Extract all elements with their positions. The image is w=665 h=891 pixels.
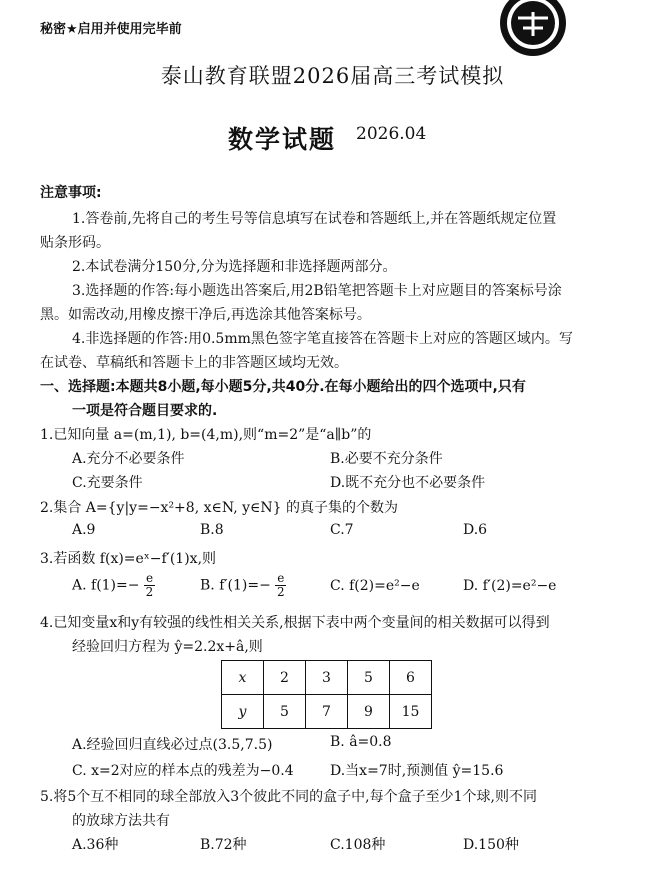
emblem-logo xyxy=(498,0,568,58)
table-cell: 15 xyxy=(390,695,432,729)
q5-option-c: C.108种 xyxy=(330,837,386,853)
q3-option-a-fraction xyxy=(144,572,155,599)
note-1-cont: 贴条形码。 xyxy=(40,235,110,251)
note-4: 4.非选择题的作答:用0.5mm黑色签字笔直接答在答题卡上对应的答题区域内。写 xyxy=(72,331,573,347)
notes-heading: 注意事项: xyxy=(40,185,102,201)
table-cell: 3 xyxy=(306,661,348,695)
q2-option-d: D.6 xyxy=(463,522,488,538)
question-4-stem-cont: 经验回归方程为 ŷ=2.2x+â,则 xyxy=(72,639,263,655)
q1-option-c: C.充要条件 xyxy=(72,475,143,491)
exam-title: 泰山教育联盟2026届高三考试模拟 xyxy=(160,64,505,88)
q1-option-b: B.必要不充分条件 xyxy=(330,451,443,467)
section-heading: 一、选择题:本题共8小题,每小题5分,共40分.在每小题给出的四个选项中,只有 xyxy=(40,379,526,395)
q2-option-a: A.9 xyxy=(72,522,96,538)
question-5-stem-cont: 的放球方法共有 xyxy=(72,813,170,829)
question-2-stem: 2.集合 A={y|y=−x²+8, x∈N, y∈N} 的真子集的个数为 xyxy=(40,500,398,516)
q3-option-b-text: B. f′(1)=− xyxy=(200,577,271,594)
q3-option-b xyxy=(200,572,286,599)
section-heading-cont: 一项是符合题目要求的. xyxy=(72,403,218,419)
exam-date: 2026.04 xyxy=(356,124,427,144)
question-5-stem: 5.将5个互不相同的球全部放入3个彼此不同的盒子中,每个盒子至少1个球,则不同 xyxy=(40,789,537,805)
note-3-cont: 黑。如需改动,用橡皮擦干净后,再选涂其他答案标号。 xyxy=(40,307,371,323)
q4-option-c: C. x=2对应的样本点的残差为−0.4 xyxy=(72,763,294,779)
q4-option-b: B. â=0.8 xyxy=(330,734,392,750)
table-cell: 9 xyxy=(348,695,390,729)
question-1-stem: 1.已知向量 a=(m,1), b=(4,m),则“m=2”是“a∥b”的 xyxy=(40,427,372,443)
q2-option-c: C.7 xyxy=(330,522,354,538)
q5-option-b: B.72种 xyxy=(200,837,247,853)
q3-option-d: D. f′(2)=e²−e xyxy=(463,578,557,594)
fraction-denominator: 2 xyxy=(277,585,285,599)
note-3: 3.选择题的作答:每小题选出答案后,用2B铅笔把答题卡上对应题目的答案标号涂 xyxy=(72,283,562,299)
note-1: 1.答卷前,先将自己的考生号等信息填写在试卷和答题纸上,并在答题纸规定位置 xyxy=(72,211,557,227)
confidential-label: 秘密★启用并使用完毕前 xyxy=(40,22,182,37)
q5-option-d: D.150种 xyxy=(463,837,519,853)
note-2: 2.本试卷满分150分,分为选择题和非选择题两部分。 xyxy=(72,259,397,275)
table-cell: 7 xyxy=(306,695,348,729)
table-cell: 5 xyxy=(348,661,390,695)
q1-option-d: D.既不充分也不必要条件 xyxy=(330,475,486,491)
question-3-stem: 3.若函数 f(x)=eˣ−f′(1)x,则 xyxy=(40,551,217,567)
subject-title: 数学试题 xyxy=(228,125,337,154)
table-cell: x xyxy=(222,661,264,695)
table-cell: 6 xyxy=(390,661,432,695)
table-cell: 5 xyxy=(264,695,306,729)
note-4-cont: 在试卷、草稿纸和答题卡上的非答题区域均无效。 xyxy=(40,355,348,371)
q2-option-b: B.8 xyxy=(200,522,224,538)
table-cell: y xyxy=(222,695,264,729)
data-table xyxy=(221,660,432,729)
fraction-numerator: e xyxy=(277,571,285,585)
q5-option-a: A.36种 xyxy=(72,837,119,853)
q4-option-a: A.经验回归直线必过点(3.5,7.5) xyxy=(72,737,273,753)
table-cell: 2 xyxy=(264,661,306,695)
q3-option-a-text: A. f(1)=− xyxy=(72,577,140,594)
q1-option-a: A.充分不必要条件 xyxy=(72,451,185,467)
fraction-denominator: 2 xyxy=(145,585,154,599)
fraction-numerator: e xyxy=(145,571,154,585)
q3-option-a xyxy=(72,572,155,599)
table-row-y xyxy=(222,695,432,729)
q3-option-b-fraction xyxy=(275,572,286,599)
table-row-x xyxy=(222,661,432,695)
question-4-stem: 4.已知变量x和y有较强的线性相关关系,根据下表中两个变量间的相关数据可以得到 xyxy=(40,615,550,631)
q3-option-c: C. f(2)=e²−e xyxy=(330,578,420,594)
q4-option-d: D.当x=7时,预测值 ŷ=15.6 xyxy=(330,763,504,779)
